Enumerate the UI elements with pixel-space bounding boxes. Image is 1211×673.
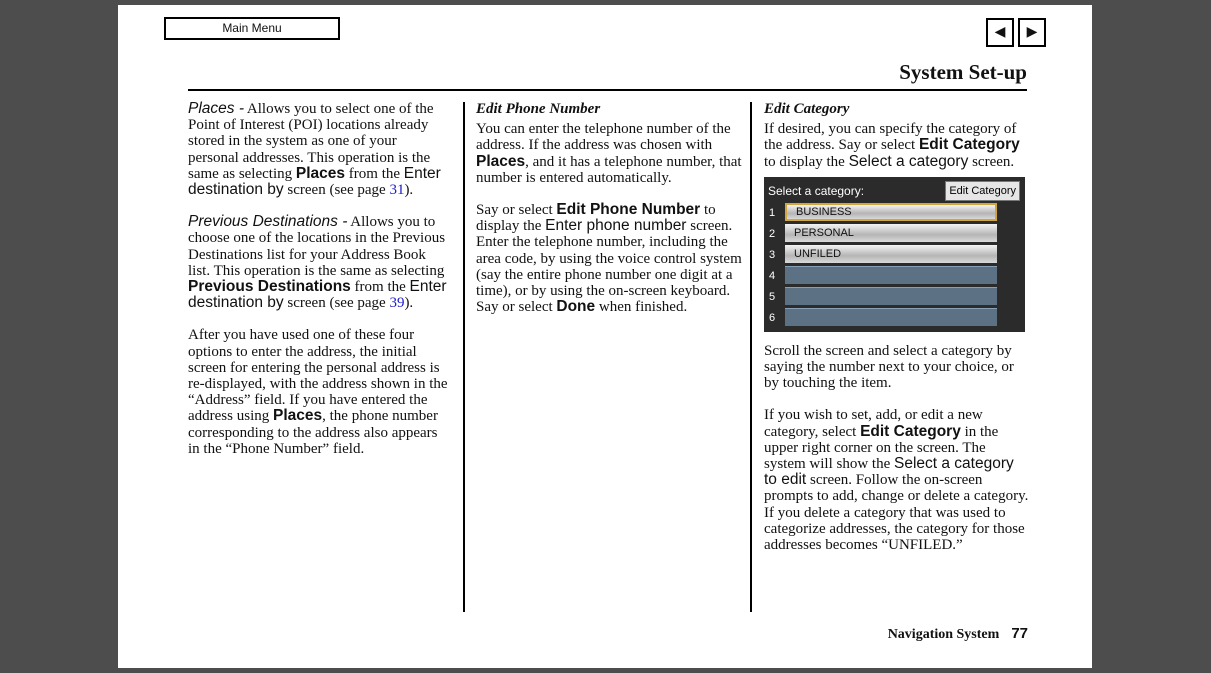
keyword-previous-destinations: Previous Destinations xyxy=(188,278,351,296)
text: screen (see page xyxy=(283,295,390,312)
text: screen. xyxy=(968,153,1015,170)
text: Allows you to select one of the Point of Interest (POI) locations already stored in the system as one of your personal addresses. This operation is the same as selecting xyxy=(188,101,434,182)
text: , and it has a telephone number, that number is entered automatically. xyxy=(476,153,742,186)
edit-phone-number-heading: Edit Phone Number xyxy=(476,101,601,117)
keyword-enter-destination: Enter destination by xyxy=(188,164,441,199)
text: , the phone number corresponding to the address also appears in the “Phone Number” field. xyxy=(188,408,438,457)
previous-destinations-term: Previous Destinations - xyxy=(188,213,348,231)
text: in the upper right corner on the screen. The system will show the xyxy=(764,423,999,473)
category-item: UNFILED xyxy=(785,245,997,263)
column-divider-2 xyxy=(750,102,752,612)
text: to display the xyxy=(476,202,716,235)
page-number: 77 xyxy=(1011,625,1028,642)
text: After you have used one of these four options to enter the address, the initial screen for entering the personal address is re-displayed, with the address shown in the “Address” field. If you have entered the address using xyxy=(188,327,448,425)
category-row xyxy=(764,308,1000,327)
text: when finished. xyxy=(595,299,688,316)
after-options-paragraph xyxy=(188,327,450,457)
keyword-edit-category: Edit Category xyxy=(918,136,1020,154)
footer-label: Navigation System xyxy=(887,627,1000,642)
column-divider-1 xyxy=(463,102,465,612)
column-3 xyxy=(764,101,1030,569)
page-link-39[interactable]: 39 xyxy=(389,295,405,312)
column-2 xyxy=(476,101,742,331)
row-number: 5 xyxy=(769,290,776,303)
category-row xyxy=(764,203,1000,222)
page-link-31[interactable]: 31 xyxy=(389,182,405,199)
text: ). xyxy=(404,295,414,312)
phone-intro-paragraph xyxy=(476,121,742,186)
keyword-places: Places xyxy=(476,152,526,170)
row-number: 3 xyxy=(769,248,776,261)
text: to display the xyxy=(764,153,849,170)
category-row xyxy=(764,224,1000,243)
manual-page xyxy=(118,5,1092,668)
edit-category-heading: Edit Category xyxy=(764,101,850,117)
keyword-select-a-category: Select a category xyxy=(848,152,969,170)
category-item: BUSINESS xyxy=(785,203,997,221)
text: You can enter the telephone number of the address. If the address was chosen with xyxy=(476,121,731,154)
places-term: Places - xyxy=(188,100,244,117)
text: Allows you to choose one of the locations in the Previous Destinations list for your Address Book list. This operation is the same as selecting xyxy=(188,214,446,279)
category-row xyxy=(764,266,1000,285)
keyword-select-category-to-edit: Select a category to edit xyxy=(764,455,1014,489)
keyword-edit-category: Edit Category xyxy=(860,422,961,440)
previous-destinations-paragraph xyxy=(188,214,450,311)
main-menu-button[interactable]: Main Menu xyxy=(164,17,340,40)
category-row xyxy=(764,287,1000,306)
keyword-enter-destination: Enter destination by xyxy=(188,278,447,312)
text: ). xyxy=(404,182,414,199)
column-1 xyxy=(188,101,450,473)
edit-category-screen-button: Edit Category xyxy=(945,181,1020,201)
page-footer xyxy=(888,625,1028,643)
row-number: 4 xyxy=(769,269,776,282)
screen-header: Select a category: xyxy=(768,183,865,198)
category-intro-paragraph xyxy=(764,121,1030,170)
keyword-enter-phone-number: Enter phone number xyxy=(545,217,687,235)
text: screen. Enter the telephone number, including the area code, by using the voice control system (say the entire phone number one digit at a time), or by using the on-screen keyboard. Say or select xyxy=(476,218,742,316)
category-row xyxy=(764,245,1000,264)
row-number: 6 xyxy=(769,311,776,324)
places-paragraph xyxy=(188,101,450,198)
page-title: System Set-up xyxy=(899,60,1027,84)
keyword-places: Places xyxy=(295,164,346,182)
row-number: 1 xyxy=(769,206,776,219)
previous-page-button[interactable]: ◀ xyxy=(986,18,1014,47)
text: Scroll the screen and select a category by saying the number next to your choice, or by touching the item. xyxy=(764,342,1014,392)
edit-category-paragraph xyxy=(764,407,1030,553)
phone-instructions-paragraph xyxy=(476,202,742,315)
text: screen (see page xyxy=(283,182,390,199)
text: from the xyxy=(345,165,404,182)
scroll-paragraph xyxy=(764,343,1030,392)
text: Say or select xyxy=(476,202,557,219)
row-number: 2 xyxy=(769,227,776,240)
title-divider xyxy=(188,89,1027,91)
text: screen. Follow the on-screen prompts to add, change or delete a category. If you delete a category that was used to categorize addresses, the category for those addresses becomes “UNFILED.” xyxy=(764,472,1029,554)
category-item xyxy=(785,266,997,284)
category-item: PERSONAL xyxy=(785,224,997,242)
text: from the xyxy=(350,279,410,296)
keyword-done: Done xyxy=(556,298,596,316)
text: If you wish to set, add, or edit a new category, select xyxy=(764,407,983,440)
text: If desired, you can specify the category of the address. Say or select xyxy=(764,121,1017,154)
category-item xyxy=(785,308,997,326)
keyword-edit-phone-number: Edit Phone Number xyxy=(556,201,701,219)
category-item xyxy=(785,287,997,305)
next-page-button[interactable]: ▶ xyxy=(1018,18,1046,47)
keyword-places: Places xyxy=(273,407,323,425)
select-category-screenshot xyxy=(764,177,1025,332)
